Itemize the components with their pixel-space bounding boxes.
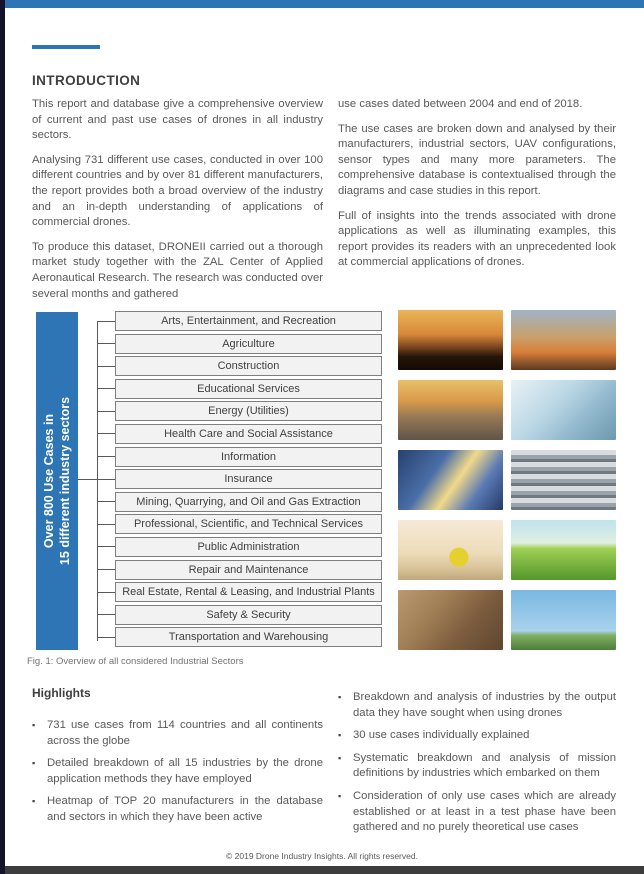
industrial-pipes-image	[511, 450, 616, 510]
sector-box: Transportation and Warehousing	[115, 627, 382, 647]
paragraph: To produce this dataset, DRONEII carried out a thorough market study together with the ZAL Center of Applied Aeronautical Research. The research was conducted over several months and gathered	[32, 240, 323, 300]
square-bullet-icon: ▪	[32, 796, 36, 807]
sector-box: Professional, Scientific, and Technical Services	[115, 514, 382, 534]
bracket-tick	[97, 343, 115, 344]
list-item: ▪ Systematic breakdown and analysis of mission definitions by industries which embarked on them	[338, 751, 616, 782]
sector-row	[97, 356, 382, 376]
bracket-connector-line	[78, 479, 97, 480]
sector-box: Health Care and Social Assistance	[115, 424, 382, 444]
sector-list	[97, 311, 382, 647]
intro-left-column	[32, 97, 323, 311]
sector-row	[97, 514, 382, 534]
bracket-tick	[97, 546, 115, 547]
bracket-tick	[97, 569, 115, 570]
sector-box: Agriculture	[115, 334, 382, 354]
sector-row	[97, 560, 382, 580]
highlights-section	[32, 686, 616, 843]
power-pylons-sunset-image	[511, 310, 616, 370]
list-item: ▪ Heatmap of TOP 20 manufacturers in the database and sectors in which they have been active	[32, 794, 323, 825]
sector-box: Construction	[115, 356, 382, 376]
sector-row	[97, 469, 382, 489]
sector-box: Public Administration	[115, 537, 382, 557]
wind-turbines-drone-image	[511, 590, 616, 650]
square-bullet-icon: ▪	[338, 692, 342, 702]
sector-row	[97, 492, 382, 512]
use-cases-summary-label	[36, 312, 78, 650]
copyright-notice: © 2019 Drone Industry Insights. All rights reserved.	[226, 851, 418, 861]
sector-box: Insurance	[115, 469, 382, 489]
bracket-tick	[97, 388, 115, 389]
list-item: ▪ Breakdown and analysis of industries by the output data they have sought when using drones	[338, 690, 616, 721]
sector-box: Arts, Entertainment, and Recreation	[115, 311, 382, 331]
desert-mining-roads-image	[398, 590, 503, 650]
highlights-heading: Highlights	[32, 686, 91, 700]
industry-sectors-figure	[32, 308, 616, 652]
bracket-tick	[97, 366, 115, 367]
page-left-edge-strip	[0, 0, 5, 874]
bracket-tick	[97, 614, 115, 615]
square-bullet-icon: ▪	[338, 752, 342, 763]
sector-row	[97, 401, 382, 421]
summary-label-line2: 15 different industry sectors	[58, 396, 72, 566]
sector-row	[97, 627, 382, 647]
bracket-tick	[97, 501, 115, 502]
paragraph: The use cases are broken down and analysed by their manufacturers, industrial sectors, UAV configurations, sensor types and many more parameters. The comprehensive database is contextualised through the diagrams and case studies in this report.	[338, 122, 616, 197]
page-top-accent-bar	[0, 0, 644, 8]
page-bottom-bar	[0, 866, 644, 874]
intro-text-columns	[32, 97, 616, 311]
photo-grid	[398, 310, 616, 650]
sector-row	[97, 334, 382, 354]
highlights-right-list	[338, 690, 616, 836]
bracket-tick	[97, 433, 115, 434]
sector-row	[97, 424, 382, 444]
use-cases-summary-bar	[36, 312, 78, 650]
bracket-tick	[97, 637, 115, 638]
bracket-tick	[97, 592, 115, 593]
list-item: ▪ 731 use cases from 114 countries and all continents across the globe	[32, 718, 323, 749]
oil-pumpjack-sunset-image	[398, 310, 503, 370]
square-bullet-icon: ▪	[338, 730, 342, 741]
paragraph: use cases dated between 2004 and end of 2018.	[338, 98, 583, 110]
sector-row	[97, 537, 382, 557]
sector-box: Safety & Security	[115, 605, 382, 625]
sector-box: Repair and Maintenance	[115, 560, 382, 580]
construction-worker-image	[398, 520, 503, 580]
sector-row	[97, 311, 382, 331]
list-item: ▪ Consideration of only use cases which are already established or at least in a test phase have been gathered and no purely theoretical use cases	[338, 789, 616, 836]
square-bullet-icon: ▪	[32, 758, 36, 769]
bracket-tick	[97, 524, 115, 525]
solar-panels-image	[398, 450, 503, 510]
summary-label-line1: Over 800 Use Cases in	[42, 413, 56, 549]
bracket-tick	[97, 479, 115, 480]
list-item: ▪ 30 use cases individually explained	[338, 728, 616, 744]
figure-caption: Fig. 1: Overview of all considered Industrial Sectors	[27, 656, 244, 667]
bracket-tick	[97, 321, 115, 322]
sector-row	[97, 447, 382, 467]
highlights-left-column	[32, 686, 323, 843]
green-crop-field-image	[511, 520, 616, 580]
sector-box: Educational Services	[115, 379, 382, 399]
intro-right-column	[338, 97, 616, 311]
highlights-right-column	[338, 686, 616, 843]
sector-row	[97, 379, 382, 399]
paragraph: Analysing 731 different use cases, conducted in over 100 different countries and by over 81 different manufacturers, the report provides both a broad overview of the industry and an in-depth understanding of applications of commercial drones.	[32, 153, 323, 229]
sector-row	[97, 605, 382, 625]
sector-row	[97, 582, 382, 602]
list-item: ▪ Detailed breakdown of all 15 industries by the drone application methods they have employed	[32, 756, 323, 787]
paragraph: This report and database give a comprehensive overview of current and past use cases of drones in all industry sectors.	[32, 98, 323, 142]
square-bullet-icon: ▪	[32, 720, 36, 730]
sector-box: Real Estate, Rental & Leasing, and Industrial Plants	[115, 582, 382, 602]
paragraph: Full of insights into the trends associated with drone applications as well as illuminating examples, this report provides its readers with an unprecedented look at commercial applications of drones.	[338, 209, 616, 269]
bracket-tick	[97, 411, 115, 412]
page-title: INTRODUCTION	[32, 73, 141, 89]
sector-box: Information	[115, 447, 382, 467]
hand-holding-drone-image	[511, 380, 616, 440]
highlights-left-list	[32, 718, 323, 826]
sector-box: Mining, Quarrying, and Oil and Gas Extraction	[115, 492, 382, 512]
sector-box: Energy (Utilities)	[115, 401, 382, 421]
square-bullet-icon: ▪	[338, 790, 342, 801]
city-skyline-sunset-image	[398, 380, 503, 440]
title-underline-rule	[32, 45, 100, 49]
bracket-tick	[97, 456, 115, 457]
